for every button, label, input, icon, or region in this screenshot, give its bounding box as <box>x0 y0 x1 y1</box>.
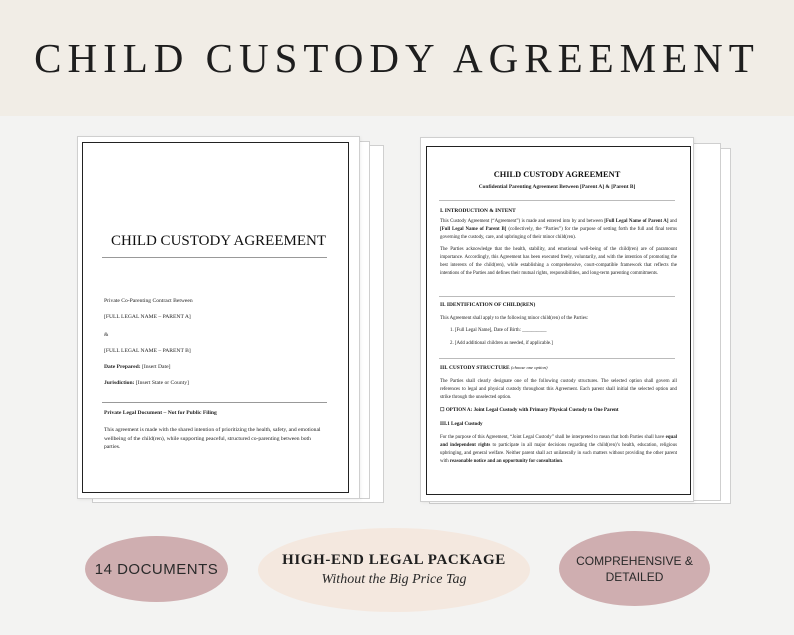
sec1-parent-b: [Full Legal Name of Parent B] <box>440 226 507 232</box>
package-badge <box>258 528 530 612</box>
page-title: CHILD CUSTODY AGREEMENT <box>493 170 621 179</box>
cover-date-label: Date Prepared: <box>104 364 141 370</box>
comprehensive-badge <box>559 531 710 606</box>
sub-text-e: . <box>561 458 564 464</box>
comprehensive-line-1: COMPREHENSIVE & <box>576 553 693 568</box>
section-1-heading: I. INTRODUCTION & INTENT <box>440 208 516 214</box>
cover-parent-b: [FULL LEGAL NAME – PARENT B] <box>104 348 191 354</box>
cover-intro-text: This agreement is made with the shared intention of prioritizing the health, safety, and emotional wellbeing of the child(ren), while supporting peaceful, structured co-parenting between both parties. <box>104 427 321 451</box>
cover-divider <box>102 257 327 258</box>
section-2-paragraph: This Agreement shall apply to the following minor child(ren) of the Parties: <box>440 316 589 321</box>
package-subtitle: Without the Big Price Tag <box>321 572 467 587</box>
section-2-item-2: 2. [Add additional children as needed, if applicable.] <box>450 341 553 346</box>
subsection-heading: III.1 Legal Custody <box>440 421 483 427</box>
cover-jurisdiction <box>104 379 189 388</box>
section-1-paragraph-1 <box>440 218 677 242</box>
cover-parent-a: [FULL LEGAL NAME – PARENT A] <box>104 314 191 320</box>
page-subtitle: Confidential Parenting Agreement Between [Parent A] & [Parent B] <box>478 184 636 190</box>
agreement-page <box>420 137 694 502</box>
section-3-paragraph: The Parties shall clearly designate one of the following custody structures. The selected option shall govern all references to legal and physical custody throughout this Agreement. Each parent shall initial the selected option and strike through the unselected option. <box>440 379 677 400</box>
documents-badge <box>85 536 228 602</box>
cover-notice: Private Legal Document – Not for Public Filing <box>104 410 217 416</box>
package-title: HIGH-END LEGAL PACKAGE <box>282 552 506 568</box>
option-a: ☐ OPTION A: Joint Legal Custody with Primary Physical Custody to One Parent <box>440 407 619 413</box>
cover-title: CHILD CUSTODY AGREEMENT <box>110 233 326 249</box>
page-divider-2 <box>439 296 675 297</box>
sec3-heading-text: III. CUSTODY STRUCTURE <box>440 365 510 371</box>
documents-badge-label: 14 DOCUMENTS <box>94 560 219 578</box>
sec3-note: (choose one option) <box>511 365 548 370</box>
cover-date <box>104 363 170 372</box>
cover-jurisdiction-label: Jurisdiction: <box>104 380 135 386</box>
section-1-paragraph-2: The Parties acknowledge that the health, stability, and emotional well-being of the child(ren) are of paramount importance. Accordingly, this Agreement has been executed freely, voluntarily, and with the intention of promoting the best interests of the child(ren), while establishing a comprehensive, court-compatible framework that reflects the intentions of the Parties and defines their mutual rights, responsibilities, and long-term parenting commitments. <box>440 247 677 276</box>
section-2-heading: II. IDENTIFICATION OF CHILD(REN) <box>440 302 536 308</box>
cover-date-value: [Insert Date] <box>142 364 171 370</box>
page-divider-3 <box>439 358 675 359</box>
sub-text-b: equal and independent rights <box>440 435 677 448</box>
sub-text-a: For the purpose of this Agreement, “Joint Legal Custody” shall be interpreted to mean that both Parties shall have <box>440 435 666 440</box>
sec1-text-c: and <box>668 219 677 224</box>
cover-contract-line: Private Co-Parenting Contract Between <box>104 298 193 304</box>
section-3-heading <box>440 365 548 371</box>
sub-text-d: reasonable notice and an opportunity for consultation <box>449 458 562 464</box>
sec1-text-a: This Custody Agreement (“Agreement”) is made and entered into by and between <box>440 219 605 224</box>
banner-title: CHILD CUSTODY AGREEMENT <box>34 35 760 81</box>
comprehensive-line-2: DETAILED <box>605 569 664 584</box>
cover-jurisdiction-value: [Insert State or County] <box>135 380 189 386</box>
cover-page <box>77 136 360 499</box>
page-divider-1 <box>439 200 675 201</box>
section-2-item-1: 1. [Full Legal Name], Date of Birth: __________ <box>450 328 547 333</box>
title-banner <box>0 0 794 116</box>
sec1-parent-a: [Full Legal Name of Parent A] <box>604 219 669 224</box>
cover-divider-2 <box>102 402 327 403</box>
subsection-paragraph <box>440 434 677 466</box>
sec1-text-e: (collectively, the “Parties”) for the purpose of setting forth the full and final terms governing the custody, care, and upbringing of their minor child(ren). <box>440 226 677 240</box>
sub-text-c: to participate in all major decisions regarding the child(ren)’s health, education, religious upbringing, and general welfare. Neither parent shall act unilaterally in such matters without providing the other parent with <box>440 442 677 464</box>
cover-ampersand: & <box>104 332 109 338</box>
